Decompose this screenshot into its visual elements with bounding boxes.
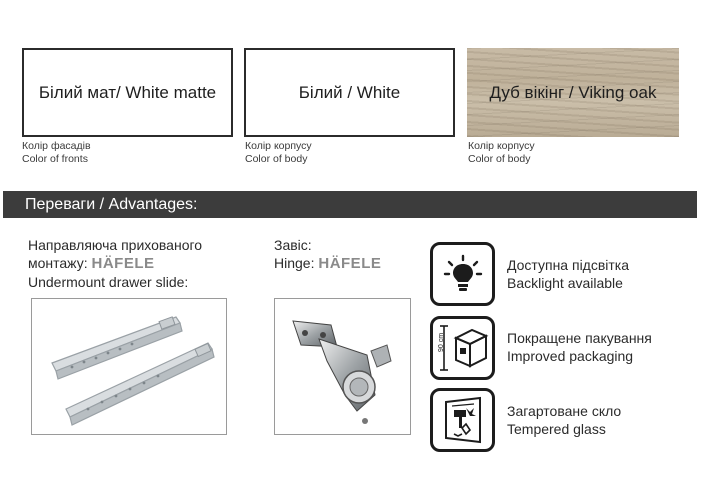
feature-en: Improved packaging [507,348,634,364]
packaging-feature-box [430,316,495,380]
backlight-feature-label [507,256,629,292]
drawer-slide-text [28,236,202,291]
glass-feature-label [507,402,621,438]
caption-ua: Колір корпусу [245,140,312,152]
caption-en: Color of body [468,153,531,165]
hafele-logo: HÄFELE [318,255,382,272]
swatch-white [244,48,455,137]
feature-ua: Доступна підсвітка [507,257,630,273]
drawer-line3: Undermount drawer slide: [28,274,189,290]
hafele-logo: HÄFELE [91,255,155,272]
hinge-photo [274,298,411,435]
bulb-icon [443,254,483,294]
swatch-caption [22,140,91,166]
tempered-glass-icon [440,396,486,444]
swatch-label: Білий / White [298,82,401,102]
package-icon-text: 90 cm [437,332,445,352]
swatch-caption [468,140,535,166]
swatch-white-matte [22,48,233,137]
hinge-image [275,299,410,434]
banner-title: Переваги / Advantages: [25,195,198,213]
swatch-label: Дуб вікінг / Viking oak [489,82,657,102]
drawer-slide-photo [31,298,227,435]
drawer-line2 [28,254,202,273]
glass-feature-box [430,388,495,452]
caption-ua: Колір фасадів [22,140,91,152]
swatch-label: Білий мат/ White matte [38,82,217,102]
caption-ua: Колір корпусу [468,140,535,152]
swatch-caption [245,140,312,166]
drawer-slide-image [32,299,226,434]
hinge-line2 [274,254,381,273]
feature-ua: Загартоване скло [507,403,622,419]
backlight-feature-box [430,242,495,306]
feature-en: Backlight available [507,275,623,291]
hinge-line1: Завіс: [274,237,312,253]
package-icon [436,322,490,374]
advantages-banner [3,191,697,218]
caption-en: Color of fronts [22,153,88,165]
feature-en: Tempered glass [507,421,606,437]
feature-ua: Покращене пакування [507,330,652,346]
drawer-line2-prefix: монтажу: [28,255,88,271]
hinge-text [274,236,381,273]
swatch-viking-oak [467,48,679,137]
packaging-feature-label [507,329,652,365]
caption-en: Color of body [245,153,308,165]
drawer-line1: Направляюча прихованого [28,237,203,253]
hinge-line2-prefix: Hinge: [274,255,315,271]
